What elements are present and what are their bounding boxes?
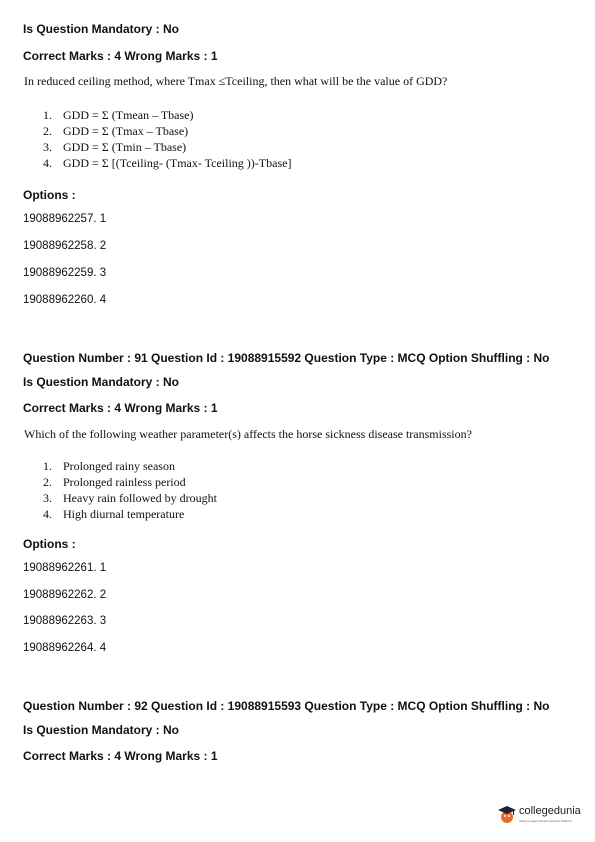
choice-item: 3. GDD = Σ (Tmin – Tbase)	[43, 140, 187, 154]
q90-marks: Correct Marks : 4 Wrong Marks : 1	[23, 49, 218, 63]
q90-options-label: Options :	[23, 188, 76, 202]
option-item: 19088962259. 3	[23, 267, 107, 279]
option-item: 19088962260. 4	[23, 294, 107, 306]
q91-marks: Correct Marks : 4 Wrong Marks : 1	[23, 401, 218, 415]
q91-question-text: Which of the following weather parameter(s) affects the horse sickness disease transmission?	[24, 427, 472, 441]
collegedunia-logo	[497, 803, 587, 829]
option-item: 19088962261. 1	[23, 562, 107, 574]
choice-item: 2. Prolonged rainless period	[43, 475, 186, 489]
q91-header: Question Number : 91 Question Id : 19088915592 Question Type : MCQ Option Shuffling : No	[23, 351, 550, 365]
q91-choice-list	[43, 458, 217, 522]
q91-mandatory: Is Question Mandatory : No	[23, 375, 180, 389]
option-item: 19088962262. 2	[23, 589, 107, 601]
option-item: 19088962257. 1	[23, 213, 107, 225]
choice-item: 3. Heavy rain followed by drought	[43, 491, 217, 505]
choice-item: 2. GDD = Σ (Tmax – Tbase)	[43, 124, 189, 138]
option-item: 19088962263. 3	[23, 615, 107, 627]
logo-tagline: India's Largest Student Review Platform	[519, 819, 573, 823]
q92-mandatory: Is Question Mandatory : No	[23, 723, 180, 737]
choice-item: 1. GDD = Σ (Tmean – Tbase)	[43, 108, 194, 122]
q91-options-label: Options :	[23, 537, 76, 551]
option-item: 19088962264. 4	[23, 642, 107, 654]
graduate-cap-icon	[497, 803, 517, 827]
q92-marks: Correct Marks : 4 Wrong Marks : 1	[23, 749, 218, 763]
q90-choice-list	[43, 107, 291, 171]
choice-item: 4. GDD = Σ [(Tceiling- (Tmax- Tceiling ))-Tbase]	[43, 156, 292, 170]
q90-mandatory: Is Question Mandatory : No	[23, 22, 180, 36]
q92-header: Question Number : 92 Question Id : 19088915593 Question Type : MCQ Option Shuffling : No	[23, 699, 550, 713]
option-item: 19088962258. 2	[23, 240, 107, 252]
q90-question-text: In reduced ceiling method, where Tmax ≤Tceiling, then what will be the value of GDD?	[24, 74, 448, 88]
logo-name: collegedunia	[519, 805, 581, 817]
choice-item: 4. High diurnal temperature	[43, 507, 185, 521]
choice-item: 1. Prolonged rainy season	[43, 459, 175, 473]
